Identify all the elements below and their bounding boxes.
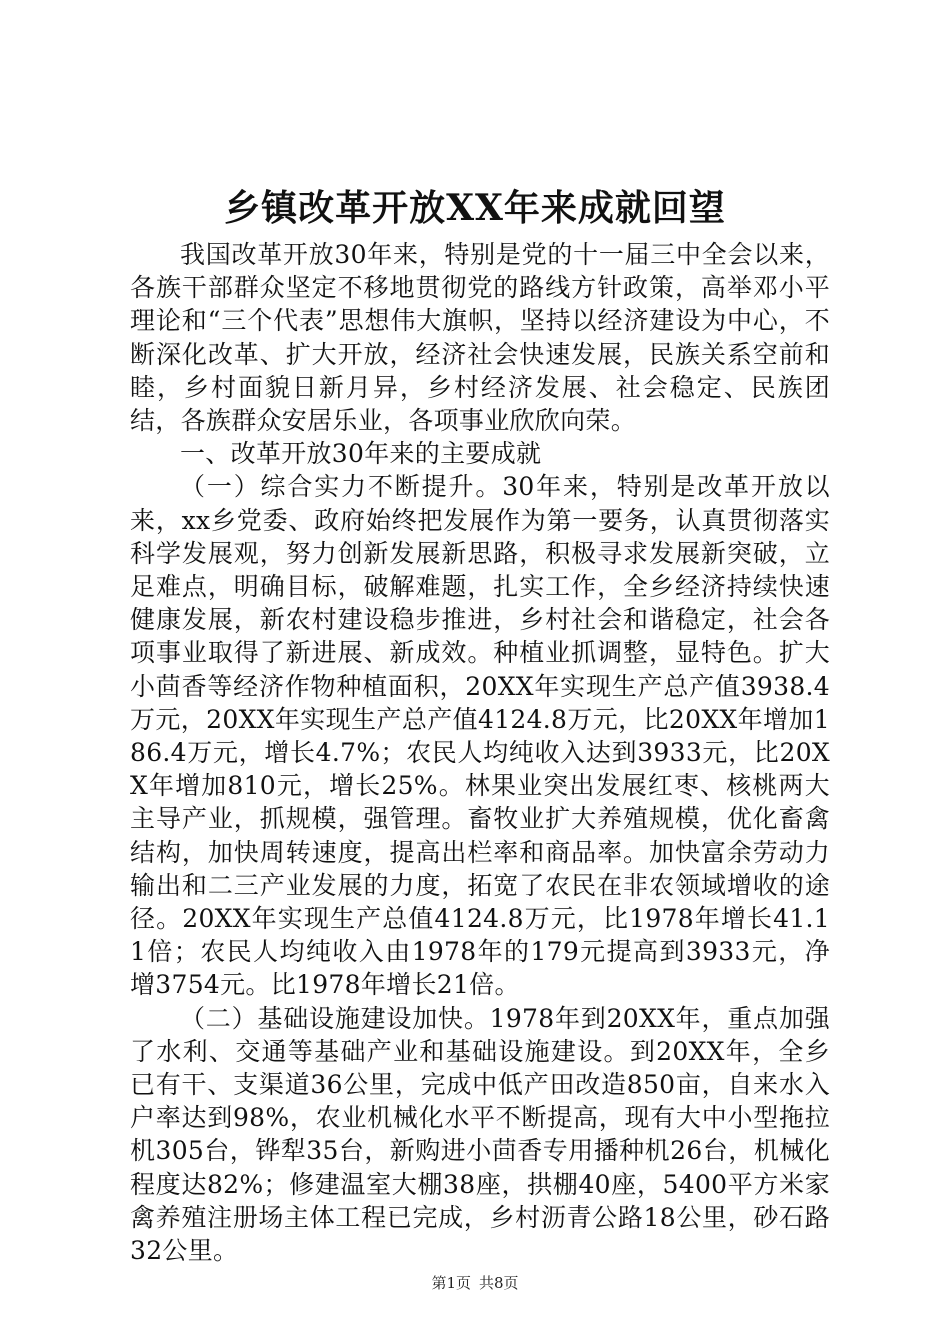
section-heading: 一、改革开放30年来的主要成就: [180, 439, 542, 469]
achievement-paragraph-1: （一）综合实力不断提升。30年来，特别是改革开放以来，xx乡党委、政府始终把发展作为第一要务，认真贯彻落实科学发展观，努力创新发展新思路，积极寻求发展新突破，立足难点，明确目标，破解难题，扎实工作，全乡经济持续快速健康发展，新农村建设稳步推进，乡村社会和谐稳定，社会各项事业取得了新进展、新成效。种植业抓调整，显特色。扩大小茴香等经济作物种植面积，20XX年实现生产总产值3938.4万元，20XX年实现生产总产值4124.8万元，比20XX年增加186.4万元，增长4.7%；农民人均纯收入达到3933元，比20XX年增加810元，增长25%。林果业突出发展红枣、核桃两大主导产业，抓规模，强管理。畜牧业扩大养殖规模，优化畜禽结构，加快周转速度，提高出栏率和商品率。加快富余劳动力输出和二三产业发展的力度，拓宽了农民在非农领域增收的途径。20XX年实现生产总值4124.8万元，比1978年增长41.11倍；农民人均纯收入由1978年的179元提高到3933元，净增3754元。比1978年增长21倍。: [130, 472, 830, 1000]
document-title: 乡镇改革开放XX年来成就回望: [224, 187, 726, 229]
intro-paragraph: 我国改革开放30年来，特别是党的十一届三中全会以来，各族干部群众坚定不移地贯彻党的路线方针政策，高举邓小平理论和“三个代表”思想伟大旗帜，坚持以经济建设为中心，不断深化改革、扩大开放，经济社会快速发展，民族关系空前和睦，乡村面貌日新月异，乡村经济发展、社会稳定、民族团结，各族群众安居乐业，各项事业欣欣向荣。: [130, 240, 830, 436]
page-total: 共8页: [479, 1274, 519, 1292]
page-footer: [0, 1273, 950, 1293]
achievement-paragraph-2: （二）基础设施建设加快。1978年到20XX年，重点加强了水利、交通等基础产业和基础设施建设。到20XX年，全乡已有干、支渠道36公里，完成中低产田改造850亩，自来水入户率达到98%，农业机械化水平不断提高，现有大中小型拖拉机305台，铧犁35台，新购进小茴香专用播种机26台，机械化程度达82%；修建温室大棚38座，拱棚40座，5400平方米家禽养殖注册场主体工程已完成，乡村沥青公路18公里，砂石路32公里。: [130, 1003, 830, 1266]
document-body: [130, 238, 830, 1267]
page-number: 第1页: [431, 1274, 471, 1292]
